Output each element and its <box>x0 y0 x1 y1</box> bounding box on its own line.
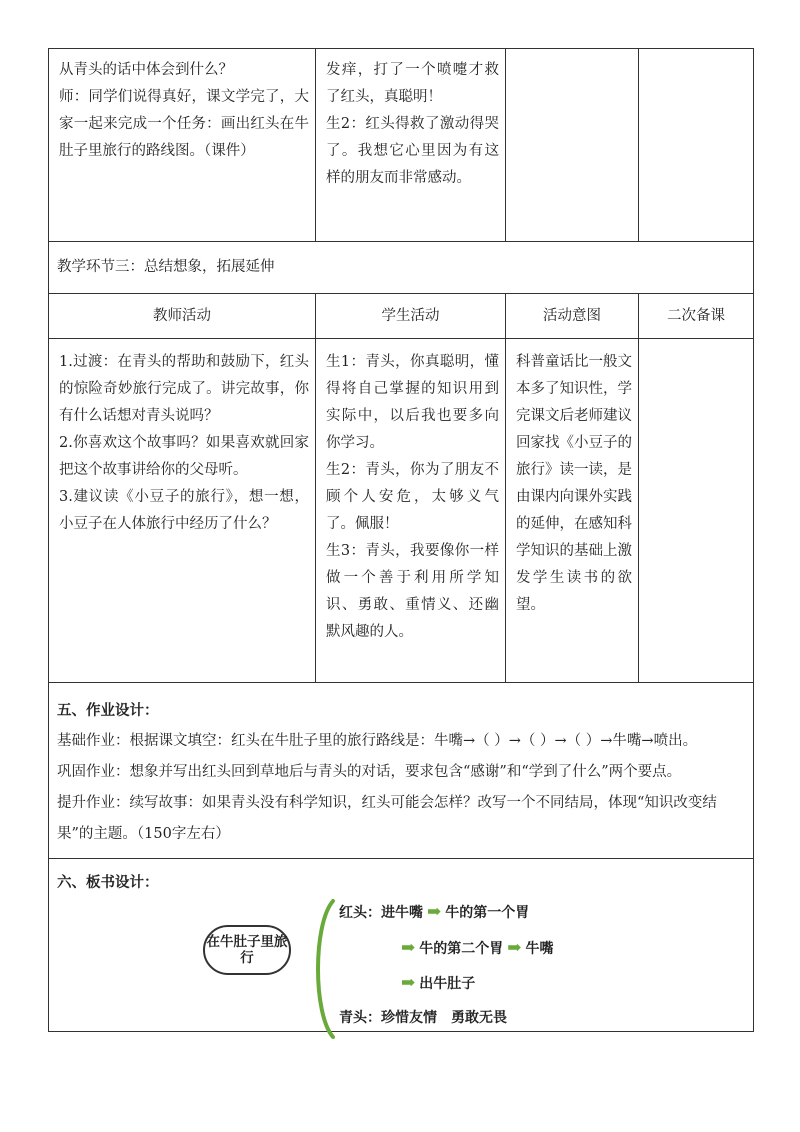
section-title: 教学环节三：总结想象，拓展延伸 <box>49 242 754 294</box>
student-text: 生2：青头，你为了朋友不顾个人安危，太够义气了。佩服！ <box>326 462 499 532</box>
board-line-2 <box>397 935 554 963</box>
board-design-cell <box>49 859 754 1032</box>
teacher-activity-cell <box>49 49 316 242</box>
homework-title: 五、作业设计： <box>57 702 159 719</box>
homework-line: 基础作业：根据课文填空：红头在牛肚子里的旅行路线是：牛嘴→（ ）→（ ）→（ ）→牛嘴→喷出。 <box>57 733 698 749</box>
student-text: 生2：红头得救了激动得哭了。我想它心里因为有这样的朋友而非常感动。 <box>326 116 499 186</box>
arrow-right-icon: ➡ <box>507 938 522 958</box>
board-design-row <box>49 859 754 1032</box>
board-route-stop: 牛的第一个胃 <box>445 905 530 921</box>
second-prep-cell <box>639 339 754 683</box>
header-student: 学生活动 <box>316 294 506 339</box>
student-text: 发痒，打了一个喷嚏才救了红头，真聪明！ <box>326 62 499 105</box>
intent-cell <box>506 49 639 242</box>
cloud-text: 在牛肚子里旅行 <box>206 934 288 966</box>
arrow-right-icon: ➡ <box>401 973 416 993</box>
header-intent: 活动意图 <box>506 294 639 339</box>
board-line-1 <box>339 899 529 927</box>
board-green-head-traits: 青头：珍惜友情 勇敢无畏 <box>339 1010 507 1026</box>
teacher-text: 1.过渡：在青头的帮助和鼓励下，红头的惊险奇妙旅行完成了。讲完故事，你有什么话想对青头说吗？ <box>59 354 309 424</box>
board-route-stop: 出牛肚子 <box>419 976 476 992</box>
homework-line: 提升作业：续写故事：如果青头没有科学知识，红头可能会怎样？改写一个不同结局，体现“知识改变结果”的主题。（150字左右） <box>57 795 717 842</box>
teacher-text: 3.建议读《小豆子的旅行》，想一想，小豆子在人体旅行中经历了什么？ <box>59 489 309 532</box>
board-line-3 <box>397 970 475 998</box>
board-line-4 <box>339 1005 507 1032</box>
intent-cell <box>506 339 639 683</box>
homework-line: 巩固作业：想象并写出红头回到草地后与青头的对话，要求包含“感谢”和“学到了什么”两个要点。 <box>57 764 682 780</box>
board-route-stop: 牛的第二个胃 <box>419 941 504 957</box>
student-text: 生1：青头，你真聪明，懂得将自己掌握的知识用到实际中，以后我也要多向你学习。 <box>326 354 499 451</box>
continued-activity-row <box>49 49 754 242</box>
board-cloud-label <box>203 925 291 975</box>
board-red-head-route-start: 红头：进牛嘴 <box>339 905 423 921</box>
header-second-prep: 二次备课 <box>639 294 754 339</box>
section-row <box>49 242 754 294</box>
header-row <box>49 294 754 339</box>
arrow-right-icon: ➡ <box>401 938 416 958</box>
activity-row <box>49 339 754 683</box>
teacher-activity-cell <box>49 339 316 683</box>
second-prep-cell <box>639 49 754 242</box>
student-text: 生3：青头，我要像你一样做一个善于利用所学知识、勇敢、重情义、还幽默风趣的人。 <box>326 543 499 640</box>
board-route-stop: 牛嘴 <box>525 941 554 957</box>
board-title: 六、板书设计： <box>57 874 159 891</box>
teacher-text: 师：同学们说得真好，课文学完了，大家一起来完成一个任务：画出红头在牛肚子里旅行的路线图。（课件） <box>59 89 309 159</box>
teacher-text: 从青头的话中体会到什么？ <box>59 62 233 78</box>
homework-row <box>49 683 754 859</box>
arrow-right-icon: ➡ <box>427 902 442 922</box>
teacher-text: 2.你喜欢这个故事吗？如果喜欢就回家把这个故事讲给你的父母听。 <box>59 435 309 478</box>
lesson-table <box>48 48 754 1032</box>
homework-cell <box>49 683 754 859</box>
header-teacher: 教师活动 <box>49 294 316 339</box>
intent-text: 科普童话比一般文本多了知识性，学完课文后老师建议回家找《小豆子的旅行》读一读，是由课内向课外实践的延伸，在感知科学知识的基础上激发学生读书的欲望。 <box>516 354 632 613</box>
student-activity-cell <box>316 339 506 683</box>
brace-icon <box>307 899 337 1039</box>
student-activity-cell <box>316 49 506 242</box>
